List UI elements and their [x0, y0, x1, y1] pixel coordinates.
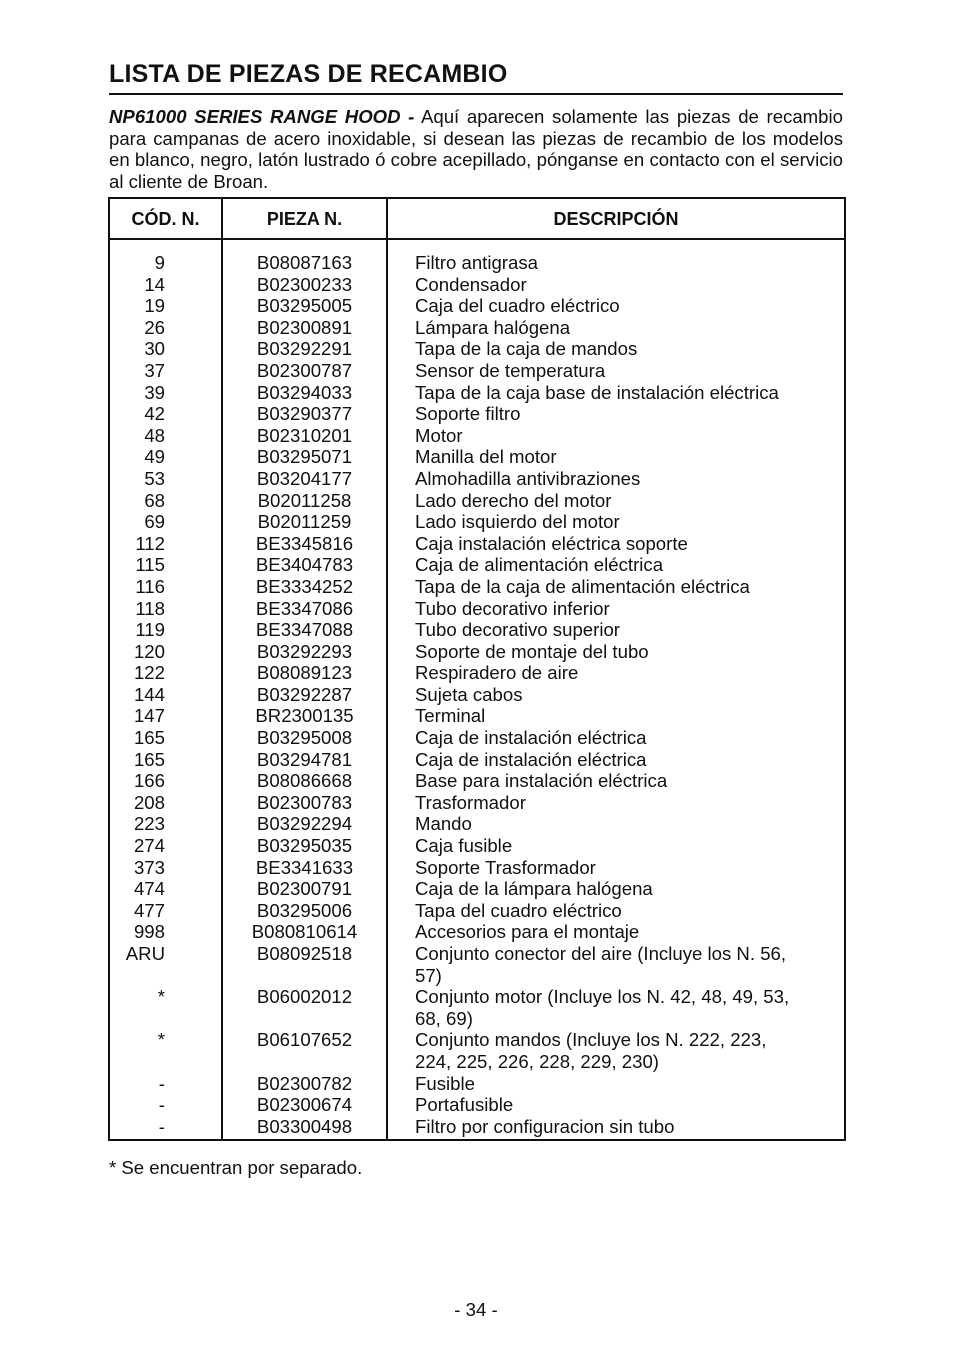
part-number-cell: B03292291 [256, 338, 353, 360]
part-number-cell: B080810614 [251, 921, 358, 943]
table-row [110, 943, 844, 986]
table-row [110, 1116, 844, 1138]
part-code-cell: ARU [125, 943, 165, 964]
description-cell: Tapa de la caja de alimentación eléctrica [415, 575, 750, 597]
part-number-cell: B03295005 [256, 295, 353, 317]
part-number-cell: B02300674 [256, 1094, 353, 1116]
page-number: - 34 - [454, 1299, 498, 1320]
table-row [110, 403, 844, 425]
table-row [110, 662, 844, 684]
table-row [110, 749, 844, 771]
header-divider [110, 238, 844, 240]
description-cell: Accesorios para el montaje [415, 921, 640, 943]
description-cell: Mando [415, 813, 472, 835]
part-number-cell: B02310201 [256, 424, 353, 446]
table-row [110, 533, 844, 555]
part-code-cell: 37 [144, 359, 165, 381]
part-number-cell: B02300233 [256, 273, 353, 295]
table-row [110, 770, 844, 792]
description-cell: Caja de instalación eléctrica [415, 748, 647, 770]
table-row [110, 1073, 844, 1095]
part-code-cell: 166 [133, 770, 165, 792]
table-row [110, 490, 844, 512]
table-row [110, 468, 844, 490]
description-cell: Fusible [415, 1072, 475, 1094]
part-number-cell: B02011258 [257, 489, 352, 511]
part-number-cell: BE3334252 [255, 575, 354, 597]
part-code-cell: 998 [133, 921, 165, 943]
description-cell: Respiradero de aire [415, 662, 579, 684]
part-code-cell: 69 [144, 511, 165, 533]
table-row [110, 921, 844, 943]
table-row [110, 619, 844, 641]
part-code-cell: 14 [144, 273, 165, 295]
table-row [110, 338, 844, 360]
table-row [110, 446, 844, 468]
part-number-cell: BE3347088 [255, 619, 354, 641]
part-code-cell: 119 [135, 619, 165, 641]
description-cell: Tubo decorativo superior [415, 619, 620, 641]
part-code-cell: 474 [133, 878, 165, 900]
part-code-cell: 274 [133, 835, 165, 857]
part-number-cell: B03292294 [256, 813, 353, 835]
intro-lead: NP61000 SERIES RANGE HOOD - [109, 106, 415, 127]
description-cell: Tubo decorativo inferior [415, 597, 610, 619]
part-code-cell: * [157, 986, 165, 1008]
part-number-cell: B03295006 [256, 899, 353, 921]
table-row [110, 274, 844, 296]
description-cell: Soporte filtro [415, 403, 521, 425]
part-code-cell: 68 [144, 489, 165, 511]
table-row [110, 900, 844, 922]
table-row [110, 878, 844, 900]
table-row [110, 986, 844, 1029]
part-number-cell: B02011259 [257, 511, 352, 533]
part-number-cell: B03204177 [256, 467, 353, 489]
part-number-cell: B02300783 [256, 791, 353, 813]
description-cell: Caja fusible [415, 835, 513, 857]
part-code-cell: * [157, 1029, 165, 1051]
part-code-cell: 223 [133, 813, 165, 835]
part-number-cell: B08087163 [256, 252, 353, 273]
table-row [110, 705, 844, 727]
table-row [110, 511, 844, 533]
part-code-cell: - [158, 1094, 165, 1116]
part-number-cell: B02300791 [256, 878, 353, 900]
header-part: PIEZA N. [266, 209, 343, 229]
part-number-cell: BR2300135 [255, 705, 354, 727]
part-code-cell: 19 [144, 295, 165, 317]
description-cell: Soporte de montaje del tubo [415, 640, 649, 662]
part-number-cell: B03292287 [256, 683, 353, 705]
description-cell: Conjunto mandos (Incluye los N. 222, 223, 224, 225, 226, 228, 229, 230) [415, 1029, 767, 1072]
description-cell: Tapa de la caja base de instalación eléctrica [415, 381, 779, 403]
description-cell: Tapa del cuadro eléctrico [415, 899, 622, 921]
table-row [110, 554, 844, 576]
part-code-cell: 477 [133, 899, 165, 921]
part-number-cell: B03294781 [256, 748, 353, 770]
table-row [110, 684, 844, 706]
description-cell: Lado isquierdo del motor [415, 511, 620, 533]
part-code-cell: 48 [144, 424, 165, 446]
description-cell: Lámpara halógena [415, 316, 571, 338]
table-row [110, 813, 844, 835]
footnote: * Se encuentran por separado. [109, 1157, 363, 1178]
table-row [110, 641, 844, 663]
table-row [110, 576, 844, 598]
part-number-cell: BE3404783 [255, 554, 354, 576]
page-title: LISTA DE PIEZAS DE RECAMBIO [109, 60, 843, 95]
description-cell: Trasformador [415, 791, 526, 813]
description-cell: Manilla del motor [415, 446, 557, 468]
part-code-cell: 122 [133, 662, 165, 684]
table-row [110, 382, 844, 404]
part-number-cell: B03295035 [256, 835, 353, 857]
table-row [110, 425, 844, 447]
table-row [110, 835, 844, 857]
description-cell: Motor [415, 424, 463, 446]
part-code-cell: 30 [144, 338, 165, 360]
table-row [110, 857, 844, 879]
part-number-cell: BE3345816 [255, 532, 354, 554]
description-cell: Sujeta cabos [415, 683, 523, 705]
part-code-cell: 147 [133, 705, 165, 727]
description-cell: Base para instalación eléctrica [415, 770, 668, 792]
description-cell: Caja de alimentación eléctrica [415, 554, 664, 576]
part-code-cell: 9 [154, 252, 165, 273]
part-code-cell: 144 [133, 683, 165, 705]
part-number-cell: B03300498 [256, 1115, 353, 1137]
table-row [110, 360, 844, 382]
description-cell: Conjunto motor (Incluye los N. 42, 48, 49, 53, 68, 69) [415, 986, 790, 1029]
description-cell: Caja instalación eléctrica soporte [415, 532, 688, 554]
part-number-cell: B03292293 [256, 640, 353, 662]
description-cell: Terminal [415, 705, 486, 727]
part-number-cell: BE3341633 [255, 856, 354, 878]
description-cell: Lado derecho del motor [415, 489, 612, 511]
part-number-cell: BE3347086 [255, 597, 354, 619]
part-code-cell: 112 [135, 532, 165, 554]
part-code-cell: - [158, 1115, 165, 1137]
description-cell: Tapa de la caja de mandos [415, 338, 638, 360]
description-cell: Caja de la lámpara halógena [415, 878, 653, 900]
table-row [110, 1094, 844, 1116]
part-code-cell: 120 [133, 640, 165, 662]
part-code-cell: 165 [133, 748, 165, 770]
description-cell: Sensor de temperatura [415, 359, 606, 381]
part-number-cell: B03290377 [256, 403, 353, 425]
intro-paragraph [109, 106, 843, 192]
part-number-cell: B02300782 [256, 1072, 353, 1094]
header-code: CÓD. N. [131, 209, 200, 229]
part-code-cell: 49 [144, 446, 165, 468]
part-code-cell: 165 [133, 727, 165, 749]
part-number-cell: B03295071 [256, 446, 353, 468]
part-code-cell: 208 [133, 791, 165, 813]
part-number-cell: B02300787 [256, 359, 353, 381]
table-row [110, 252, 844, 274]
part-code-cell: - [158, 1072, 165, 1094]
parts-table [108, 197, 846, 1141]
description-cell: Almohadilla antivibraziones [415, 467, 641, 489]
part-number-cell: B03294033 [256, 381, 353, 403]
header-description: DESCRIPCIÓN [553, 209, 679, 229]
part-code-cell: 373 [133, 856, 165, 878]
description-cell: Caja de instalación eléctrica [415, 727, 647, 749]
part-number-cell: B06002012 [256, 986, 353, 1008]
description-cell: Caja del cuadro eléctrico [415, 295, 620, 317]
description-cell: Conjunto conector del aire (Incluye los N. 56, 57) [415, 943, 787, 986]
part-code-cell: 53 [144, 467, 165, 489]
description-cell: Filtro por configuracion sin tubo [415, 1115, 675, 1137]
description-cell: Soporte Trasformador [415, 856, 596, 878]
part-number-cell: B08092518 [256, 943, 353, 964]
table-row [110, 598, 844, 620]
description-cell: Filtro antigrasa [415, 252, 538, 273]
part-number-cell: B03295008 [256, 727, 353, 749]
description-cell: Portafusible [415, 1094, 514, 1116]
part-code-cell: 39 [144, 381, 165, 403]
table-row [110, 1029, 844, 1072]
part-code-cell: 118 [135, 597, 165, 619]
table-row [110, 317, 844, 339]
intro-text: Aquí aparecen solamente las piezas de recambio para campanas de acero inoxidable, si desean las piezas de recambio de los modelos en blanco, negro, latón lustrado ó cobre acepillado, pónganse en contacto con el servicio al cliente de Broan. [109, 106, 843, 192]
part-code-cell: 42 [144, 403, 165, 425]
part-number-cell: B02300891 [256, 316, 353, 338]
part-number-cell: B08086668 [256, 770, 353, 792]
table-row [110, 792, 844, 814]
part-code-cell: 116 [135, 575, 165, 597]
table-row [110, 727, 844, 749]
table-body [110, 252, 844, 1137]
part-number-cell: B06107652 [256, 1029, 353, 1051]
table-row [110, 295, 844, 317]
part-code-cell: 26 [144, 316, 165, 338]
part-code-cell: 115 [135, 554, 165, 576]
part-number-cell: B08089123 [256, 662, 353, 684]
description-cell: Condensador [415, 273, 527, 295]
